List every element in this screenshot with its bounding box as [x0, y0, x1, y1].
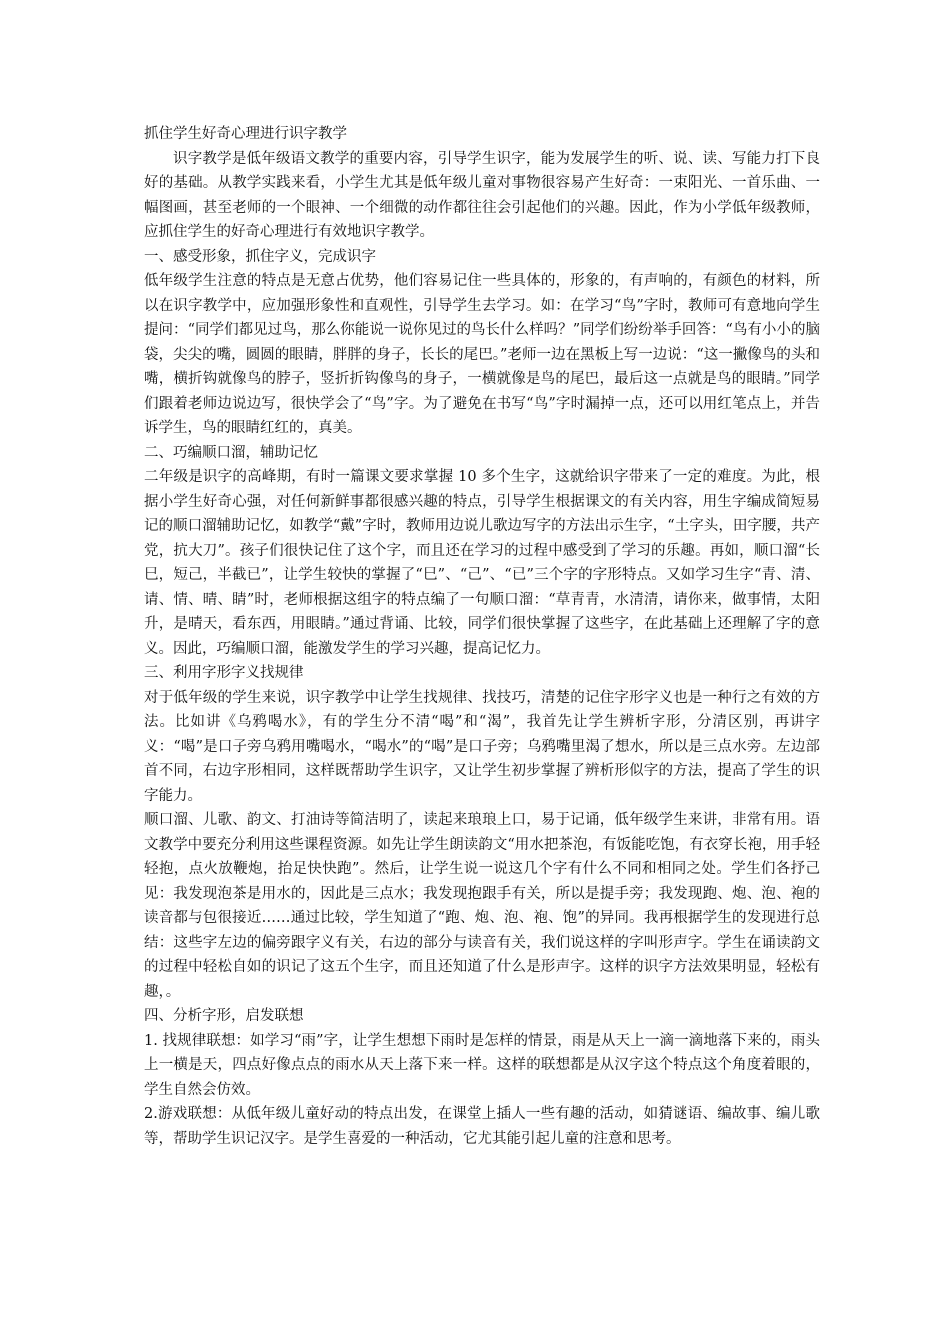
paragraph: 对于低年级的学生来说，识字教学中让学生找规律、找技巧，清楚的记住字形字义也是一种行之有效的方法。比如讲《乌鸦喝水》，有的学生分不清“喝”和“渴”，我首先让学生辨析字形，分清区别，再讲字义：“喝”是口子旁乌鸦用嘴喝水，“喝水”的“喝”是口子旁；乌鸦嘴里渴了想水，所以是三点水旁。左边部首不同，右边字形相同，这样既帮助学生识字，又让学生初步掌握了辨析形似字的方法，提高了学生的识字能力。: [144, 689, 820, 804]
section-heading: 一、感受形象，抓住字义，完成识字: [144, 248, 376, 265]
document-body: [144, 147, 820, 1152]
section-heading: 二、巧编顺口溜，辅助记忆: [144, 444, 318, 461]
paragraph: 1. 找规律联想：如学习“雨”字，让学生想想下雨时是怎样的情景，雨是从天上一滴一滴地落下来的，雨头上一横是天，四点好像点点的雨水从天上落下来一样。这样的联想都是从汉字这个特点这个角度着眼的，学生自然会仿效。: [144, 1032, 820, 1098]
paragraph: 低年级学生注意的特点是无意占优势，他们容易记住一些具体的，形象的，有声响的，有颜色的材料，所以在识字教学中，应加强形象性和直观性，引导学生去学习。如：在学习“鸟”字时，教师可有意地向学生提问：“同学们都见过鸟，那么你能说一说你见过的鸟长什么样吗？”同学们纷纷举手回答：“鸟有小小的脑袋，尖尖的嘴，圆圆的眼睛，胖胖的身子，长长的尾巴。”老师一边在黑板上写一边说：“这一撇像鸟的头和嘴，横折钩就像鸟的脖子，竖折折钩像鸟的身子，一横就像是鸟的尾巴，最后这一点就是鸟的眼睛。”同学们跟着老师边说边写，很快学会了“鸟”字。为了避免在书写“鸟”字时漏掉一点，还可以用红笔点上，并告诉学生，鸟的眼睛红红的，真美。: [144, 273, 820, 436]
section-heading: 三、利用字形字义找规律: [144, 665, 304, 681]
paragraph: 识字教学是低年级语文教学的重要内容，引导学生识字，能为发展学生的听、说、读、写能力打下良好的基础。从教学实践来看，小学生尤其是低年级儿童对事物很容易产生好奇：一束阳光、一首乐曲、一幅图画，甚至老师的一个眼神、一个细微的动作都往往会引起他们的兴趣。因此，作为小学低年级教师，应抓住学生的好奇心理进行有效地识字教学。: [144, 150, 820, 240]
document-page: [144, 122, 820, 1151]
section-heading: 四、分析字形，启发联想: [144, 1008, 304, 1024]
paragraph: 顺口溜、儿歌、韵文、打油诗等简洁明了，读起来琅琅上口，易于记诵，低年级学生来讲，非常有用。语文教学中要充分利用这些课程资源。如先让学生朗读韵文“用水把茶泡，有饭能吃饱，有衣穿长袍，用手轻轻抱，点火放鞭炮，抬足快快跑”。然后，让学生说一说这几个字有什么不同和相同之处。学生们各抒己见：我发现泡茶是用水的，因此是三点水；我发现抱跟手有关，所以是提手旁；我发现跑、炮、泡、袍的读音都与包很接近……通过比较，学生知道了“跑、炮、泡、袍、饱”的异同。我再根据学生的发现进行总结：这些字左边的偏旁跟字义有关，右边的部分与读音有关，我们说这样的字叫形声字。学生在诵读韵文的过程中轻松自如的识记了这五个生字，而且还知道了什么是形声字。这样的识字方法效果明显，轻松有趣，。: [144, 812, 820, 1000]
paragraph: 二年级是识字的高峰期，有时一篇课文要求掌握 10 多个生字，这就给识字带来了一定的难度。为此，根据小学生好奇心强，对任何新鲜事都很感兴趣的特点，引导学生根据课文的有关内容，用生字编成简短易记的顺口溜辅助记忆，如教学“戴”字时，教师用边说儿歌边写字的方法出示生字，“土字头，田字腰，共产党，抗大刀”。孩子们很快记住了这个字，而且还在学习的过程中感受到了学习的乐趣。再如，顺口溜“长巳，短己，半截已”，让学生较快的掌握了“巳”、“己”、“已”三个字的字形特点。又如学习生字“青、清、请、情、晴、睛”时，老师根据这组字的特点编了一句顺口溜：“草青青，水清清，请你来，做事情，太阳升，是晴天，看东西，用眼睛。”通过背诵、比较，同学们很快掌握了这些字，在此基础上还理解了字的意义。因此，巧编顺口溜，能激发学生的学习兴趣，提高记忆力。: [144, 469, 820, 657]
document-title: 抓住学生好奇心理进行识字教学: [144, 126, 347, 142]
paragraph: 2.游戏联想：从低年级儿童好动的特点出发，在课堂上插人一些有趣的活动，如猜谜语、编故事、编儿歌等，帮助学生识记汉字。是学生喜爱的一种活动，它尤其能引起儿童的注意和思考。: [144, 1106, 820, 1147]
